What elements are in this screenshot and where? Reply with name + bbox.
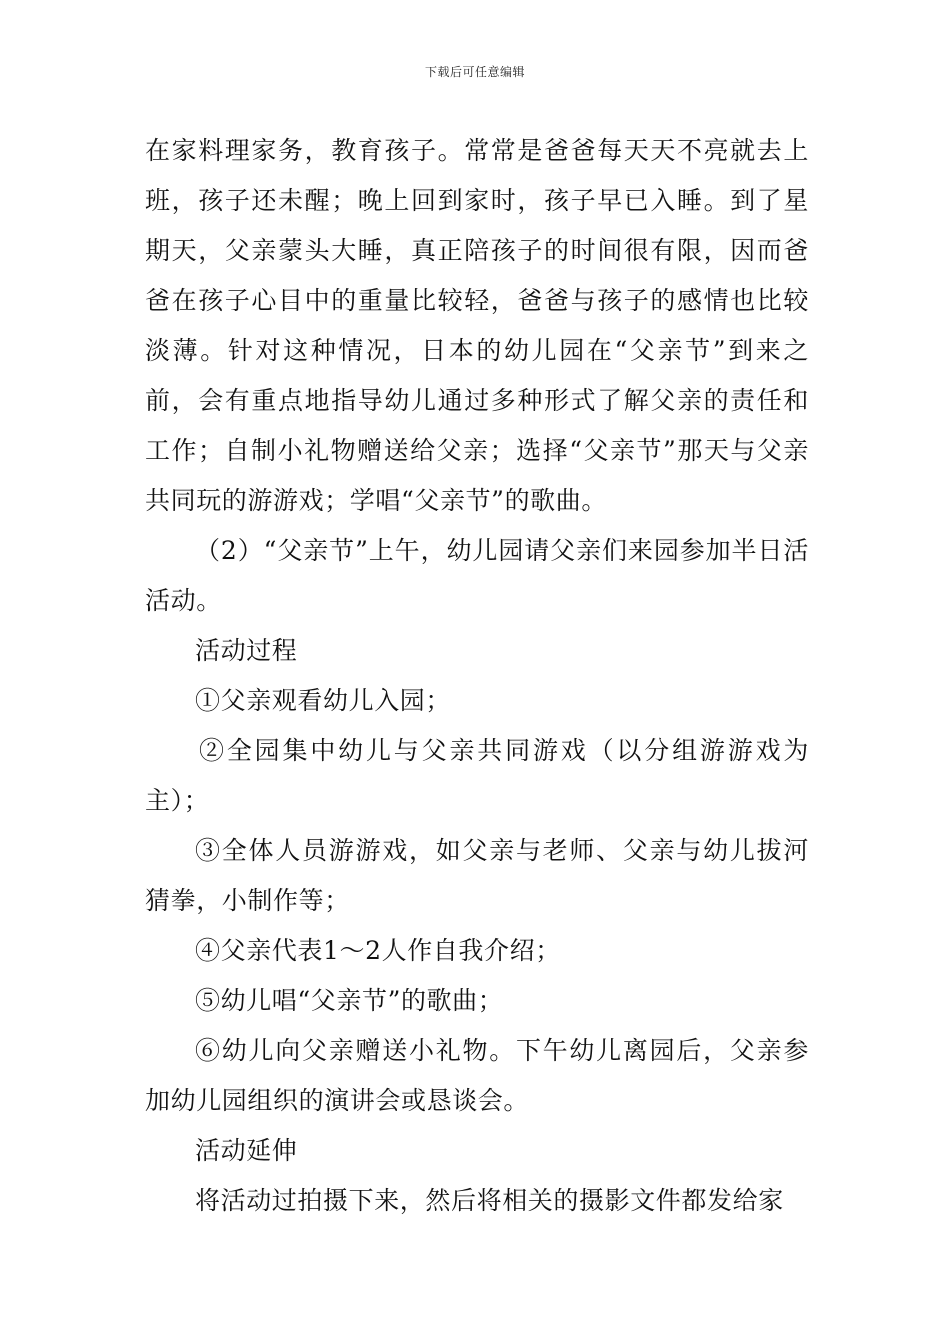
list-item-2: ②全园集中幼儿与父亲共同游戏（以分组游游戏为主）；	[145, 736, 809, 815]
section-heading-process: 活动过程	[195, 636, 298, 665]
paragraph-extension: 将活动过拍摄下来，然后将相关的摄影文件都发给家	[195, 1186, 784, 1215]
list-item-1: ①父亲观看幼儿入园；	[195, 686, 452, 715]
list-item-4: ④父亲代表1～2人作自我介绍；	[195, 936, 561, 965]
section-heading-extension: 活动延伸	[195, 1136, 298, 1165]
paragraph-intro: 在家料理家务，教育孩子。常常是爸爸每天天不亮就去上班，孩子还未醒；晚上回到家时，孩子早已入睡。到了星期天，父亲蒙头大睡，真正陪孩子的时间很有限，因而爸爸在孩子心目中的重量比较轻，爸爸与孩子的感情也比较淡薄。针对这种情况，日本的幼儿园在“父亲节”到来之前，会有重点地指导幼儿通过多种形式了解父亲的责任和工作；自制小礼物赠送给父亲；选择“父亲节”那天与父亲共同玩的游游戏；学唱“父亲节”的歌曲。	[145, 136, 809, 515]
list-item-3: ③全体人员游游戏，如父亲与老师、父亲与幼儿拔河猜拳，小制作等；	[145, 836, 809, 915]
list-item-6: ⑥幼儿向父亲赠送小礼物。下午幼儿离园后，父亲参加幼儿园组织的演讲会或恳谈会。	[145, 1036, 809, 1115]
page-header: 下载后可任意编辑	[424, 65, 525, 79]
document-body	[145, 126, 809, 1226]
list-item-5: ⑤幼儿唱“父亲节”的歌曲；	[195, 986, 504, 1015]
paragraph-item-2: （2）“父亲节”上午，幼儿园请父亲们来园参加半日活活动。	[145, 536, 809, 615]
